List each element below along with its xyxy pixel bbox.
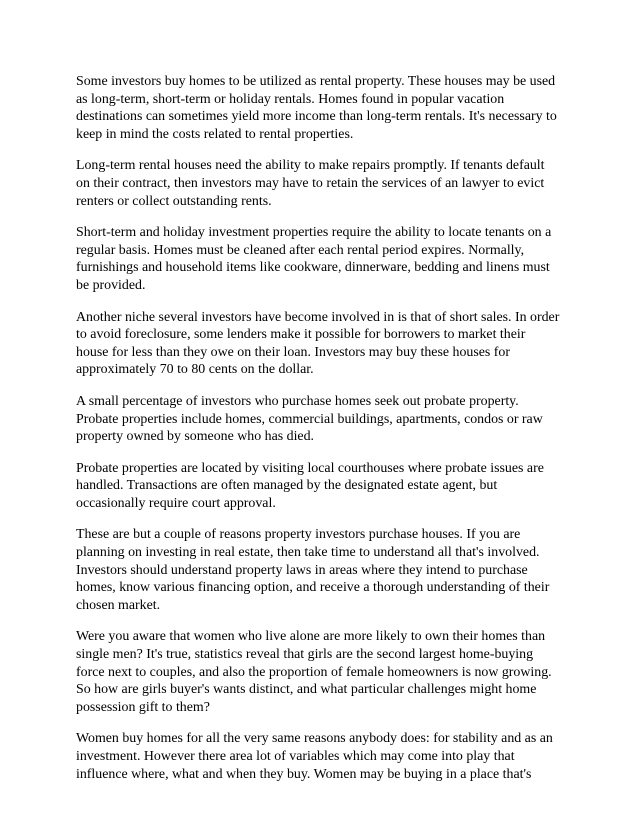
paragraph-probate-courthouses: Probate properties are located by visiting local courthouses where probate issues are handled. Transactions are often managed by the designated estate agent, but occasionally require court approval. — [76, 460, 544, 511]
paragraph-short-term-rentals: Short-term and holiday investment properties require the ability to locate tenants on a regular basis. Homes must be cleaned after each rental period expires. Normally, furnishings and household items like cookware, dinnerware, bedding and linens must be provided. — [76, 225, 552, 293]
paragraph-women-buy-homes: Women buy homes for all the very same reasons anybody does: for stability and as an investment. However there area lot of variables which may come into play that influence where, what and when they buy. Women may be buying in a place that's — [76, 731, 553, 782]
paragraph-rental-property: Some investors buy homes to be utilized as rental property. These houses may be used as long-term, short-term or holiday rentals. Homes found in popular vacation destinations can sometimes yield more income than long-term rentals. It's necessary to keep in mind the costs related to rental properties. — [76, 74, 557, 142]
paragraph-probate-property: A small percentage of investors who purchase homes seek out probate property. Probate properties include homes, commercial buildings, apartments, condos or raw property owned by someone who has died. — [76, 393, 543, 445]
paragraph-reasons-to-invest: These are but a couple of reasons property investors purchase houses. If you are planning on investing in real estate, then take time to understand all that's involved. Investors should understand property laws in areas where they intend to purchase homes, know various financing option, and receive a thorough understanding of their chosen market. — [76, 527, 550, 613]
paragraph-short-sales: Another niche several investors have become involved in is that of short sales. In order to avoid foreclosure, some lenders make it possible for borrowers to market their house for less than they owe on their loan. Investors may buy these houses for approximately 70 to 80 cents on the dollar. — [76, 309, 560, 378]
document-page — [76, 73, 560, 797]
paragraph-women-homeowners: Were you aware that women who live alone are more likely to own their homes than single men? It's true, statistics reveal that girls are the second largest home-buying force next to couples, and also the proportion of female homeowners is now growing. So how are girls buyer's wants distinct, and what particular challenges might home possession gift to them? — [76, 629, 552, 715]
paragraph-long-term-rentals: Long-term rental houses need the ability to make repairs promptly. If tenants default on their contract, then investors may have to retain the services of an lawyer to evict renters or collect outstanding rents. — [76, 158, 545, 209]
